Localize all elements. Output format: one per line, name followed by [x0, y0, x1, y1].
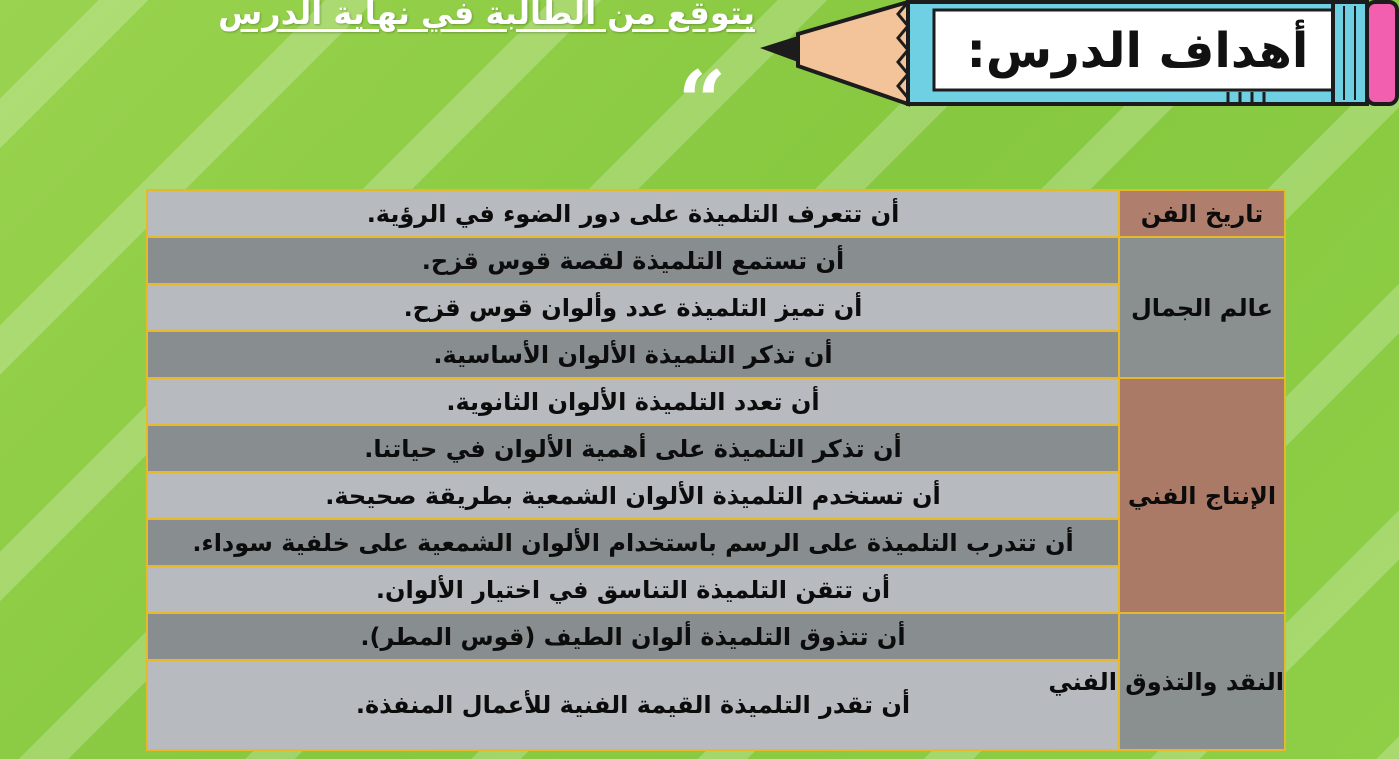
category-criticism: النقد والتذوق الفني	[1119, 613, 1285, 750]
goal-cell: أن تقدر التلميذة القيمة الفنية للأعمال المنفذة.	[147, 660, 1119, 750]
table-row	[147, 613, 1285, 660]
goal-cell: أن تستخدم التلميذة الألوان الشمعية بطريقة صحيحة.	[147, 472, 1119, 519]
table-row	[147, 331, 1285, 378]
goal-cell: أن تتقن التلميذة التناسق في اختيار الألوان.	[147, 566, 1119, 613]
table-row	[147, 425, 1285, 472]
category-art-history: تاريخ الفن	[1119, 190, 1285, 237]
category-world-of-beauty: عالم الجمال	[1119, 237, 1285, 378]
goal-cell: أن تذكر التلميذة على أهمية الألوان في حياتنا.	[147, 425, 1119, 472]
goal-cell: أن تذكر التلميذة الألوان الأساسية.	[147, 331, 1119, 378]
table-row	[147, 237, 1285, 284]
table-row	[147, 472, 1285, 519]
goal-cell: أن تتذوق التلميذة ألوان الطيف (قوس المطر).	[147, 613, 1119, 660]
lesson-subtitle: يتوقع من الطالبة في نهاية الدرس	[218, 0, 755, 32]
table-row	[147, 566, 1285, 613]
lesson-goals-heading: أهداف الدرس:	[966, 23, 1309, 79]
goal-cell: أن تعدد التلميذة الألوان الثانوية.	[147, 378, 1119, 425]
goal-cell: أن تتعرف التلميذة على دور الضوء في الرؤية.	[147, 190, 1119, 237]
table-row	[147, 284, 1285, 331]
quote-mark: “	[677, 52, 727, 151]
table-row	[147, 378, 1285, 425]
table-row	[147, 190, 1285, 237]
table-row	[147, 519, 1285, 566]
category-art-production: الإنتاج الفني	[1119, 378, 1285, 613]
goal-cell: أن تستمع التلميذة لقصة قوس قزح.	[147, 237, 1119, 284]
goal-cell: أن تميز التلميذة عدد وألوان قوس قزح.	[147, 284, 1119, 331]
goal-cell: أن تتدرب التلميذة على الرسم باستخدام الألوان الشمعية على خلفية سوداء.	[147, 519, 1119, 566]
goals-table	[146, 189, 1286, 751]
